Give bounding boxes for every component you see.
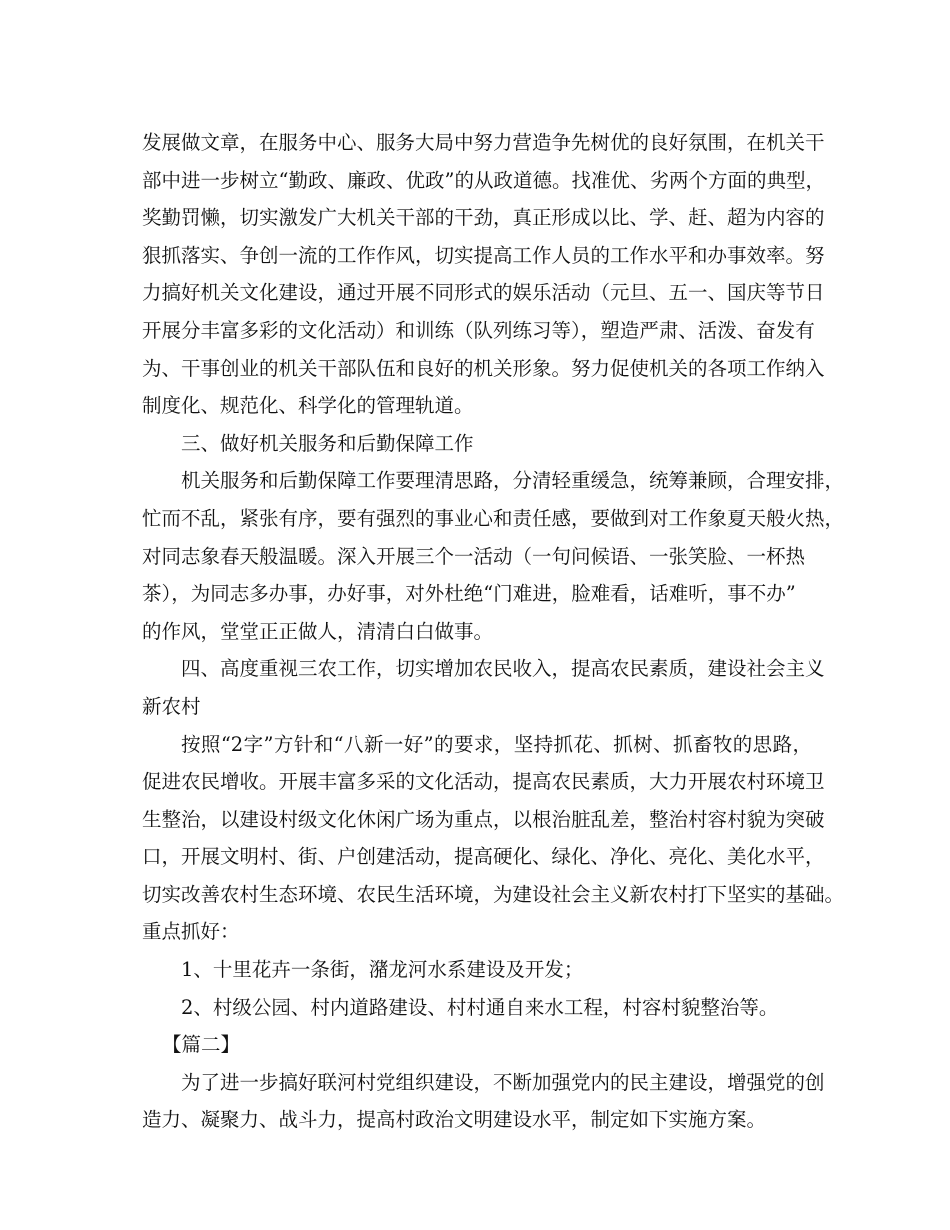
text-line: 忙而不乱，紧张有序，要有强烈的事业心和责任感，要做到对工作象夏天般火热，	[142, 506, 845, 530]
text-line: 开展分丰富多彩的文化活动）和训练（队列练习等），塑造严肃、活泼、奋发有	[142, 318, 815, 342]
text-line: 生整治，以建设村级文化休闲广场为重点，以根治脏乱差，整治村容村貌为突破	[142, 807, 825, 831]
text-line: 制度化、规范化、科学化的管理轨道。	[142, 394, 474, 418]
text-line: 狠抓落实、争创一流的工作作风，切实提高工作人员的工作水平和办事效率。努	[142, 243, 825, 267]
text-line: 【篇二】	[162, 1033, 241, 1057]
text-line: 造力、凝聚力、战斗力，提高村政治文明建设水平，制定如下实施方案。	[142, 1108, 767, 1132]
text-line: 茶），为同志多办事，办好事，对外杜绝“门难进，脸难看，话难听，事不办”	[142, 582, 796, 606]
text-line: 1、十里花卉一条街，潴龙河水系建设及开发；	[181, 958, 584, 982]
text-line: 重点抓好：	[142, 920, 240, 944]
document-body	[142, 124, 845, 1139]
text-line: 促进农民增收。开展丰富多采的文化活动，提高农民素质，大力开展农村环境卫	[142, 770, 825, 794]
text-line: 部中进一步树立“勤政、廉政、优政”的从政道德。找准优、劣两个方面的典型，	[142, 168, 825, 192]
text-line: 口，开展文明村、街、户创建活动，提高硬化、绿化、净化、亮化、美化水平，	[142, 845, 825, 869]
text-line: 按照“2字”方针和“八新一好”的要求，坚持抓花、抓树、抓畜牧的思路，	[181, 732, 812, 756]
text-line: 2、村级公园、村内道路建设、村村通自来水工程，村容村貌整治等。	[181, 995, 779, 1019]
text-line: 四、高度重视三农工作，切实增加农民收入，提高农民素质，建设社会主义	[181, 657, 825, 681]
text-line: 三、做好机关服务和后勤保障工作	[181, 431, 474, 455]
text-line: 机关服务和后勤保障工作要理清思路，分清轻重缓急，统筹兼顾，合理安排，	[181, 469, 845, 493]
text-line: 切实改善农村生态环境、农民生活环境，为建设社会主义新农村打下坚实的基础。	[142, 882, 845, 906]
text-line: 奖勤罚懒，切实激发广大机关干部的干劲，真正形成以比、学、赶、超为内容的	[142, 206, 825, 230]
text-line: 发展做文章，在服务中心、服务大局中努力营造争先树优的良好氛围，在机关干	[142, 131, 825, 154]
text-line: 为、干事创业的机关干部队伍和良好的机关形象。努力促使机关的各项工作纳入	[142, 356, 825, 380]
text-line: 对同志象春天般温暖。深入开展三个一活动（一句问候语、一张笑脸、一杯热	[142, 544, 806, 568]
text-line: 为了进一步搞好联河村党组织建设，不断加强党内的民主建设，增强党的创	[181, 1070, 825, 1094]
text-line: 力搞好机关文化建设，通过开展不同形式的娱乐活动（元旦、五一、国庆等节日	[142, 281, 825, 305]
text-line: 的作风，堂堂正正做人，清清白白做事。	[142, 619, 494, 643]
text-line: 新农村	[142, 694, 201, 718]
